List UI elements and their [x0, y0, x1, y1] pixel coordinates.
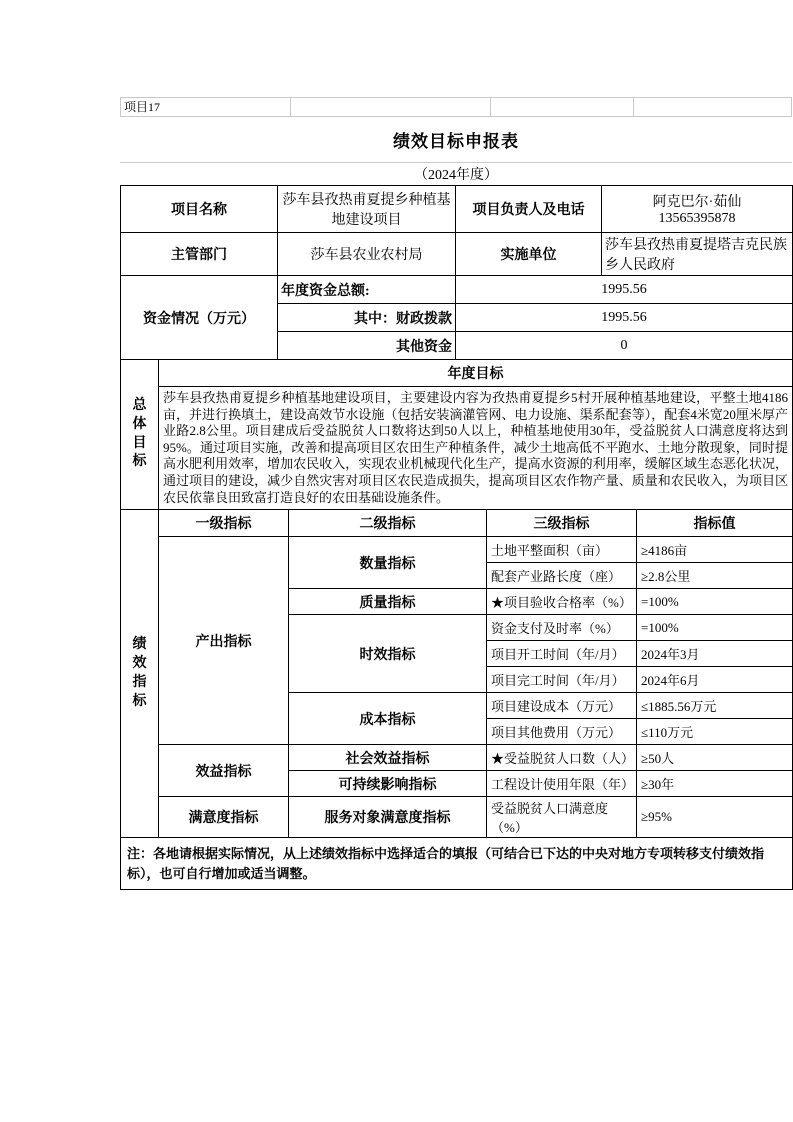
funds-total-value: 1995.56 — [456, 276, 793, 304]
indicator-name: 项目其他费用（万元） — [487, 719, 637, 745]
indicator-name: ★项目验收合格率（%） — [487, 589, 637, 615]
perf-side-label: 绩效指标 — [121, 510, 159, 838]
note-table — [120, 837, 793, 890]
level2-quantity: 数量指标 — [289, 537, 487, 589]
indicator-name: 受益脱贫人口满意度（%） — [487, 797, 637, 838]
indicator-row — [121, 745, 793, 771]
note-text: 注：各地请根据实际情况，从上述绩效指标中选择适合的填报（可结合已下达的中央对地方专项转移支付绩效指标），也可自行增加或适当调整。 — [121, 838, 793, 890]
leader-value — [602, 186, 793, 233]
indicator-value: ≥50人 — [637, 745, 793, 771]
indicator-value: ≥95% — [637, 797, 793, 838]
leader-phone: 13565395878 — [658, 211, 736, 226]
empty-cell — [291, 98, 491, 116]
project-name-label: 项目名称 — [121, 186, 278, 233]
table-row — [121, 387, 793, 510]
funds-label: 资金情况（万元） — [121, 276, 278, 360]
sheet-label: 项目17 — [121, 98, 291, 116]
indicator-value: 2024年6月 — [637, 667, 793, 693]
overall-goal-table — [120, 359, 793, 510]
indicator-name: 工程设计使用年限（年） — [487, 771, 637, 797]
project-name-value: 莎车县孜热甫夏提乡种植基地建设项目 — [278, 186, 456, 233]
table-row — [121, 838, 793, 890]
header-level3: 三级指标 — [487, 510, 637, 537]
indicator-row — [121, 797, 793, 838]
level2-sustainability: 可持续影响指标 — [289, 771, 487, 797]
level1-benefit: 效益指标 — [159, 745, 289, 797]
level1-output: 产出指标 — [159, 537, 289, 745]
project-info-table — [120, 185, 793, 360]
header-level2: 二级指标 — [289, 510, 487, 537]
impl-label: 实施单位 — [456, 233, 602, 276]
level1-satisfaction: 满意度指标 — [159, 797, 289, 838]
indicator-value: =100% — [637, 589, 793, 615]
sheet-header-row — [120, 97, 792, 117]
indicator-name: 项目建设成本（万元） — [487, 693, 637, 719]
level2-quality: 质量指标 — [289, 589, 487, 615]
annual-goal-header: 年度目标 — [159, 360, 793, 387]
table-row — [121, 360, 793, 387]
indicator-name: 土地平整面积（亩） — [487, 537, 637, 563]
indicator-name: 项目完工时间（年/月） — [487, 667, 637, 693]
impl-value: 莎车县孜热甫夏提塔吉克民族乡人民政府 — [602, 233, 793, 276]
form-page — [120, 97, 792, 890]
indicator-value: ≤1885.56万元 — [637, 693, 793, 719]
indicator-value: ≤110万元 — [637, 719, 793, 745]
indicator-name: ★受益脱贫人口数（人） — [487, 745, 637, 771]
performance-indicator-table — [120, 509, 793, 838]
leader-name: 阿克巴尔·茹仙 — [652, 195, 742, 210]
level2-social-benefit: 社会效益指标 — [289, 745, 487, 771]
page-subtitle: （2024年度） — [414, 168, 498, 183]
table-row — [121, 276, 793, 304]
indicator-value: ≥4186亩 — [637, 537, 793, 563]
empty-cell — [634, 98, 791, 116]
header-value: 指标值 — [637, 510, 793, 537]
annual-goal-text: 莎车县孜热甫夏提乡种植基地建设项目，主要建设内容为孜热甫夏提乡5村开展种植基地建设，平整土地4186亩，并进行换填土，建设高效节水设施（包括安装滴灌管网、电力设施、渠系配套等），配套4米宽20厘米厚产业路2.8公里。项目建成后受益脱贫人口数将达到50人以上，种植基地使用30年，受益脱贫人口满意度将达到95%。通过项目实施，改善和提高项目区农田生产种植条件，减少土地高低不平跑水、土地分散现象，同时提高水肥利用效率，增加农民收入，实现农业机械现代化生产，提高水资源的利用率，缓解区域生态恶化状况，通过项目的建设，减少自然灾害对项目区农民造成损失，提高项目区农作物产量、质量和农民收入，为项目区农民依靠良田致富打造良好的农田基础设施条件。 — [159, 387, 793, 510]
table-row — [121, 233, 793, 276]
overall-goal-side-label: 总体目标 — [121, 360, 159, 510]
header-level1: 一级指标 — [159, 510, 289, 537]
empty-cell — [491, 98, 634, 116]
subtitle-row — [120, 163, 792, 185]
dept-value: 莎车县农业农村局 — [278, 233, 456, 276]
funds-other-label: 其他资金 — [278, 332, 456, 360]
funds-other-value: 0 — [456, 332, 793, 360]
indicator-value: ≥30年 — [637, 771, 793, 797]
indicator-name: 项目开工时间（年/月） — [487, 641, 637, 667]
level2-service-satisfaction: 服务对象满意度指标 — [289, 797, 487, 838]
page-title: 绩效目标申报表 — [393, 132, 519, 151]
title-row — [120, 117, 792, 163]
indicator-name: 配套产业路长度（座） — [487, 563, 637, 589]
indicator-value: =100% — [637, 615, 793, 641]
indicator-header-row — [121, 510, 793, 537]
indicator-value: 2024年3月 — [637, 641, 793, 667]
funds-total-label: 年度资金总额: — [278, 276, 456, 304]
funds-fiscal-label: 其中：财政拨款 — [278, 304, 456, 332]
indicator-row — [121, 537, 793, 563]
indicator-value: ≥2.8公里 — [637, 563, 793, 589]
funds-fiscal-value: 1995.56 — [456, 304, 793, 332]
level2-cost: 成本指标 — [289, 693, 487, 745]
leader-label: 项目负责人及电话 — [456, 186, 602, 233]
table-row — [121, 186, 793, 233]
dept-label: 主管部门 — [121, 233, 278, 276]
indicator-name: 资金支付及时率（%） — [487, 615, 637, 641]
level2-timeliness: 时效指标 — [289, 615, 487, 693]
